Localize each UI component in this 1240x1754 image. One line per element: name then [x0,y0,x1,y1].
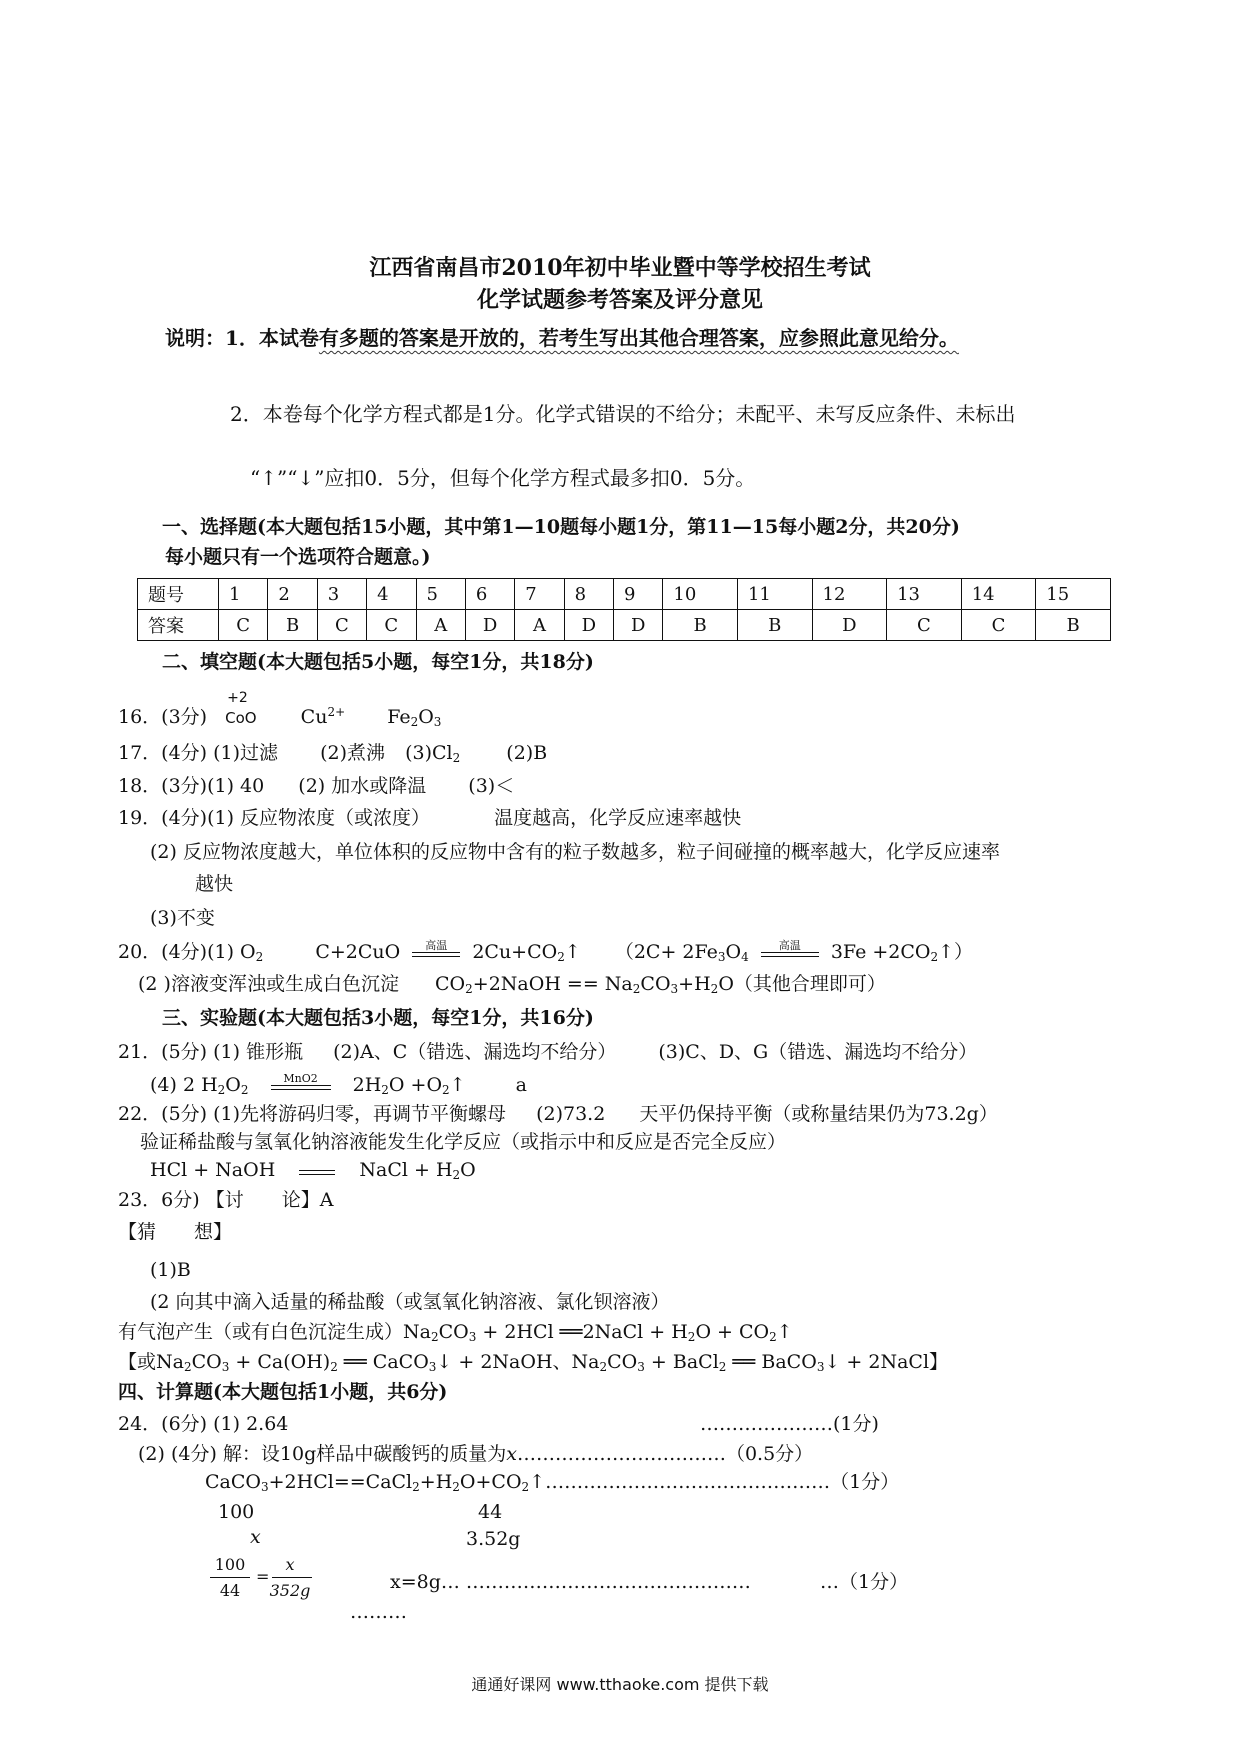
q19-part-2: 温度越高，化学反应速率越快 [494,807,742,829]
q23-sub: 3 [468,1330,477,1344]
answer-19-line-4: (3)不变 [150,907,215,929]
q23-eq: + 2HCl ══2NaCl + H [476,1321,688,1343]
answer-16 [118,690,442,730]
q24-part-2: (2) (4分) 解：设10g样品中碳酸钙的质量为 [138,1443,507,1465]
q20-eq1-right: 2Cu+CO [472,941,558,963]
table-cell: 5 [416,579,465,610]
answer-cell: C [367,610,416,641]
q24-eq: +2HCl==CaCl [268,1471,413,1493]
q20-eq3: CO [640,973,671,995]
q24-eq: O+CO [459,1471,522,1493]
q20-eq3: CO [435,973,466,995]
answer-20-line-1 [118,940,973,964]
answer-cell: B [663,610,738,641]
answer-24-points-1: …………………(1分) [700,1413,879,1435]
q23-eq: CO [438,1321,469,1343]
q18-part-2: (2) 加水或降温 [298,775,427,797]
row-label-answer: 答案 [138,610,219,641]
q23-eq: CO [191,1351,222,1373]
q21-part-3: (3)C、D、G（错选、漏选均不给分） [658,1041,978,1063]
section-4-heading: 四、计算题(本大题包括1小题，共6分) [118,1381,448,1403]
answer-22-line-1 [118,1102,998,1126]
answer-cell: C [317,610,366,641]
unknown-x: x [250,1526,261,1548]
q19-part-1: 19．(4分)(1) 反应物浓度（或浓度） [118,807,431,829]
answer-17 [118,741,547,765]
q16-cobalt-oxide [225,690,257,730]
answer-24-points-result: …（1分） [820,1571,909,1593]
section-2-heading: 二、填空题(本大题包括5小题，每空1分，共18分) [162,651,594,673]
note-1-emphasis: 有多题的答案是开放的，若考生写出其他合理答案，应参照此意见给分。 [318,326,959,350]
answer-23-line-2: 【猜 想】 [118,1221,233,1243]
fraction-numerator-1: 100 [214,1555,246,1574]
q23-eq: 有气泡产生（或有白色沉淀生成）Na [118,1321,431,1343]
answer-table [137,578,1111,641]
q24-eq: CaCO [205,1471,261,1493]
q16-valence: +2 [227,690,248,706]
q17-part-3 [405,742,460,764]
q21-part-2: (2)A、C（错选、漏选均不给分） [333,1041,617,1063]
reaction-condition-arrow [271,1072,331,1093]
q23-sub: 2 [769,1330,777,1344]
q24-eq: +H [419,1471,453,1493]
q16-f3-sub: 2 [410,715,419,729]
document-subtitle: 化学试题参考答案及评分意见 [476,287,763,313]
table-cell: 13 [887,579,962,610]
condition-text: 高温 [425,939,448,952]
q17-part-3-text: (3)Cl [405,742,453,764]
table-cell: 4 [367,579,416,610]
q16-f3-part: O [418,706,434,728]
q20-part-1: 20．(4分)(1) O [118,941,256,963]
q21-sub: 2 [442,1083,450,1097]
q21-part-5: a [515,1074,527,1096]
answer-22-line-3 [150,1158,476,1182]
answer-23-line-5 [118,1320,793,1344]
answer-cell: C [219,610,268,641]
document-title: 江西省南昌市2010年初中毕业暨中等学校招生考试 [369,255,871,281]
section-1-subheading: 每小题只有一个选项符合题意。) [165,546,431,568]
answer-19-line-3: 越快 [195,873,234,895]
q20-eq2-left: O [725,941,742,963]
q23-sub: 3 [428,1360,437,1374]
answer-24-tail: ……… [350,1601,407,1623]
q20-sub: 2 [930,950,939,964]
note-1-prefix: 说明：1．本试卷 [165,326,319,350]
table-cell: 15 [1036,579,1111,610]
reaction-equals [299,1164,335,1178]
q16-formula-2: Cu [300,706,328,728]
row-label-question: 题号 [138,579,219,610]
q23-eq: + Ca(OH) [229,1351,331,1373]
q20-gas-arrow: ↑ [564,941,581,963]
q23-sub: 2 [183,1360,192,1374]
q20-sub: 2 [255,950,264,964]
q17-part-2: (2)煮沸 [320,742,386,764]
answer-cell: C [961,610,1036,641]
q24-sub: 3 [260,1480,269,1494]
q20-sub: 2 [465,982,473,996]
answer-cell: D [564,610,613,641]
q23-sub: 2 [687,1330,696,1344]
answer-20-line-2 [138,972,886,996]
answer-cell: D [465,610,514,641]
q23-sub: 2 [330,1360,338,1374]
q23-eq: O + CO [695,1321,770,1343]
answer-cell: A [515,610,564,641]
molar-mass-2: 44 [478,1501,503,1523]
q23-gas-arrow: ↑ [776,1321,793,1343]
q20-sub: 2 [710,982,719,996]
answer-23-line-1: 23．6分) 【讨 论】A [118,1189,334,1211]
answer-cell: C [887,610,962,641]
q16-number: 16．(3分) [118,706,208,728]
q21-eq: 2H [352,1074,382,1096]
q23-sub: 2 [430,1330,439,1344]
q23-sub: 2 [599,1360,608,1374]
q24-eq: ↑………………………………………（1分） [529,1471,900,1493]
answer-24-line-2 [138,1442,813,1466]
q23-sub: 3 [637,1360,645,1374]
answer-21-line-1 [118,1040,977,1064]
q23-eq: ══ CaCO [337,1351,429,1373]
reaction-condition-arrow [761,939,819,960]
answer-19-line-2: (2) 反应物浓度越大，单位体积的反应物中含有的粒子数越多，粒子间碰撞的概率越大，化学反应速率 [150,841,1000,863]
q17-sub: 2 [452,751,461,765]
answer-cell: A [416,610,465,641]
fraction-bar-2 [272,1577,312,1578]
q16-formula-1: CoO [225,709,257,727]
table-row-answers [138,610,1111,641]
q23-eq: 【或Na [118,1351,184,1373]
answer-24-line-1: 24．(6分) (1) 2.64 [118,1413,289,1435]
fraction-denominator-2: 352g [269,1581,311,1600]
q16-formula-3 [387,706,441,728]
answer-cell: B [737,610,812,641]
answer-cell: B [1036,610,1111,641]
table-cell: 9 [614,579,663,610]
q20-part-2: (2 )溶液变浑浊或生成白色沉淀 [138,973,399,995]
q23-eq: CO [607,1351,638,1373]
table-cell: 2 [268,579,317,610]
q20-eq2-left: （2C+ 2Fe [614,941,718,963]
fraction-numerator-2: x [285,1555,295,1574]
condition-text: 高温 [778,939,801,952]
note-1 [165,326,959,350]
note-2: 2．本卷每个化学方程式都是1分。化学式错误的不给分；未配平、未写反应条件、未标出 [230,402,1016,426]
q24-points: ……………………………（0.5分） [516,1443,814,1465]
q23-eq: ↓ + 2NaCl】 [824,1351,949,1373]
table-row-question-numbers [138,579,1111,610]
answer-21-line-2 [150,1073,527,1097]
answer-23-line-3: (1)B [150,1259,191,1281]
q22-part-2: (2)73.2 [536,1103,606,1125]
table-cell: 12 [812,579,887,610]
q21-eq: O [225,1074,241,1096]
answer-24-equation [205,1470,899,1494]
condition-text: MnO2 [283,1072,318,1085]
q22-eq: HCl + NaOH [150,1159,276,1181]
q20-sub: 3 [670,982,679,996]
table-cell: 10 [663,579,738,610]
table-cell: 3 [317,579,366,610]
answer-24-result: x=8g… ……………………………………… [390,1571,751,1593]
table-cell: 6 [465,579,514,610]
section-3-heading: 三、实验题(本大题包括3小题，每空1分，共16分) [162,1007,594,1029]
fraction-bar-1 [210,1577,250,1578]
q21-sub: 2 [240,1083,249,1097]
q20-eq3: +H [678,973,711,995]
q21-sub: 2 [381,1083,389,1097]
q18-part-3: (3)＜ [468,775,515,797]
q24-sub: 2 [452,1480,460,1494]
q22-eq: NaCl + H [359,1159,453,1181]
q21-gas-arrow: ↑ [449,1074,466,1096]
answer-18 [118,774,514,798]
answer-cell: B [268,610,317,641]
q16-f3-sub: 3 [433,715,442,729]
q20-sub: 2 [557,950,565,964]
q20-gas-arrow: ↑） [938,941,974,963]
answer-cell: D [614,610,663,641]
note-3: “↑”“↓”应扣0．5分，但每个化学方程式最多扣0．5分。 [250,466,756,490]
q21-eq: O +O [388,1074,443,1096]
fraction-equals: = [256,1567,270,1586]
q23-eq: + BaCl [644,1351,719,1373]
table-cell: 1 [219,579,268,610]
answer-22-line-2: 验证稀盐酸与氢氧化钠溶液能发生化学反应（或指示中和反应是否完全反应） [140,1131,787,1153]
q21-eq: (4) 2 H [150,1074,218,1096]
table-cell: 8 [564,579,613,610]
molar-mass-1: 100 [218,1501,255,1523]
q20-sub: 2 [632,982,641,996]
q17-part-4: (2)B [506,742,548,764]
q20-eq3: O（其他合理即可） [718,973,886,995]
q24-sub: 2 [521,1480,530,1494]
answer-23-line-4: (2 向其中滴入适量的稀盐酸（或氢氧化钠溶液、氯化钡溶液） [150,1291,670,1313]
q22-part-3: 天平仍保持平衡（或称量结果仍为73.2g） [639,1103,998,1125]
q22-eq: O [460,1159,476,1181]
table-cell: 11 [737,579,812,610]
q21-sub: 2 [217,1083,226,1097]
table-cell: 7 [515,579,564,610]
footer-credit: 通通好课网 www.tthaoke.com 提供下载 [471,1675,769,1694]
answer-23-line-6 [118,1350,948,1374]
q16-f3-part: Fe [387,706,411,728]
reaction-condition-arrow [412,939,460,960]
q23-sub: 3 [221,1360,230,1374]
q24-sub: 2 [412,1480,420,1494]
q22-part-1: 22．(5分) (1)先将游码归零，再调节平衡螺母 [118,1103,507,1125]
q23-eq: ↓ + 2NaOH、Na [436,1351,600,1373]
q18-part-1: 18．(3分)(1) 40 [118,775,265,797]
q22-sub: 2 [452,1168,461,1182]
mass-co2: 3.52g [466,1528,521,1550]
fraction-denominator-1: 44 [219,1581,241,1600]
q20-eq3: +2NaOH == Na [472,973,633,995]
q20-eq1-left: C+2CuO [315,941,401,963]
section-1-heading: 一、选择题(本大题包括15小题，其中第1—10题每小题1分，第11—15每小题2分，共20分) [162,516,960,538]
q23-sub: 2 [718,1360,727,1374]
q21-part-1: 21．(5分) (1) 锥形瓶 [118,1041,304,1063]
answer-19-line-1 [118,806,741,830]
q17-part-1: 17．(4分) (1)过滤 [118,742,279,764]
q16-charge: 2+ [327,705,346,719]
q20-sub: 3 [717,950,726,964]
q24-variable: x [506,1443,517,1465]
q23-sub: 3 [816,1360,825,1374]
q20-eq2-right: 3Fe +2CO [830,941,931,963]
q20-sub: 4 [741,950,749,964]
table-cell: 14 [961,579,1036,610]
q23-eq: ══ BaCO [726,1351,817,1373]
answer-cell: D [812,610,887,641]
